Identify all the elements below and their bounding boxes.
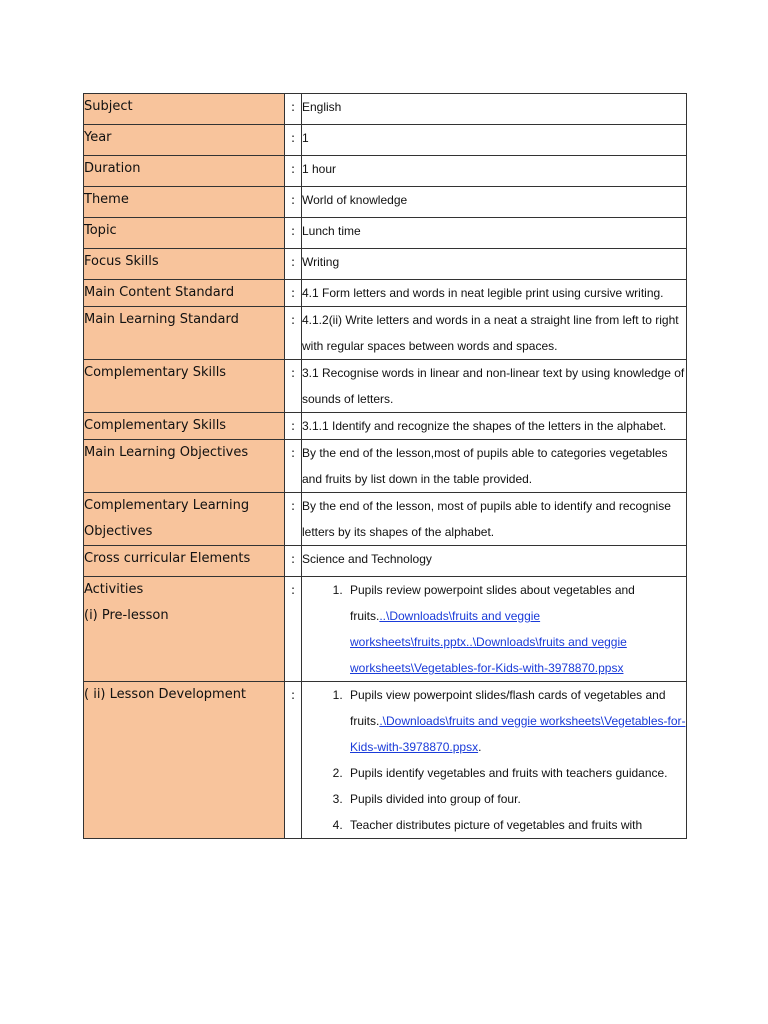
row-value: English	[302, 94, 687, 125]
row-value: Lunch time	[302, 218, 687, 249]
row-colon: :	[285, 440, 302, 493]
lesson-development-value-cell	[302, 682, 687, 839]
row-label: Complementary Skills	[84, 413, 285, 440]
row-main-learning-standard	[84, 307, 687, 360]
row-colon: :	[285, 493, 302, 546]
lesson-plan-table	[83, 93, 687, 839]
list-item-text: Pupils view powerpoint slides/flash cards of vegetables and fruits.	[350, 688, 666, 728]
row-colon: :	[285, 307, 302, 360]
row-value: By the end of the lesson,most of pupils able to categories vegetables and fruits by list down in the table provided.	[302, 440, 687, 493]
row-colon: :	[285, 577, 302, 682]
row-label: Main Learning Objectives	[84, 440, 285, 493]
row-value: 4.1 Form letters and words in neat legible print using cursive writing.	[302, 280, 687, 307]
list-item	[346, 760, 686, 786]
row-complementary-skills-2	[84, 413, 687, 440]
pre-lesson-label: (i) Pre-lesson	[84, 608, 169, 623]
row-label: Year	[84, 125, 285, 156]
row-focus-skills	[84, 249, 687, 280]
row-value: 4.1.2(ii) Write letters and words in a neat a straight line from left to right with regular spaces between words and spaces.	[302, 307, 687, 360]
list-item	[346, 682, 686, 760]
row-colon: :	[285, 360, 302, 413]
row-label: Main Content Standard	[84, 280, 285, 307]
list-item	[346, 812, 686, 838]
row-colon: :	[285, 249, 302, 280]
list-item-text: Pupils identify vegetables and fruits with teachers guidance.	[350, 766, 668, 780]
row-value: Science and Technology	[302, 546, 687, 577]
row-complementary-learning-objectives	[84, 493, 687, 546]
row-colon: :	[285, 413, 302, 440]
lesson-development-list	[302, 682, 686, 838]
row-colon: :	[285, 546, 302, 577]
row-year	[84, 125, 687, 156]
list-item-text: Pupils divided into group of four.	[350, 792, 521, 806]
row-label: Subject	[84, 94, 285, 125]
row-label: Duration	[84, 156, 285, 187]
row-value: 1	[302, 125, 687, 156]
row-subject	[84, 94, 687, 125]
row-label: Theme	[84, 187, 285, 218]
row-lesson-development	[84, 682, 687, 839]
row-activities	[84, 577, 687, 682]
row-value: 1 hour	[302, 156, 687, 187]
activities-label-cell	[84, 577, 285, 682]
list-item-after: .	[478, 740, 482, 754]
row-value: 3.1.1 Identify and recognize the shapes of the letters in the alphabet.	[302, 413, 687, 440]
activities-value-cell	[302, 577, 687, 682]
row-label: Complementary Learning Objectives	[84, 493, 285, 546]
file-link[interactable]: ..\Downloads\fruits and veggie worksheets\fruits.pptx..\Downloads\fruits and veggie worksheets\Vegetables-for-Kids-with-3978870.ppsx	[350, 609, 627, 675]
row-colon: :	[285, 94, 302, 125]
row-label: Focus Skills	[84, 249, 285, 280]
file-link[interactable]: .\Downloads\fruits and veggie worksheets\Vegetables-for-Kids-with-3978870.ppsx	[350, 714, 686, 754]
row-value: Writing	[302, 249, 687, 280]
row-colon: :	[285, 218, 302, 249]
list-item	[346, 577, 686, 681]
list-item-text: Pupils review powerpoint slides about vegetables and fruits.	[350, 583, 635, 623]
activities-label: Activities	[84, 582, 144, 597]
row-complementary-skills-1	[84, 360, 687, 413]
row-value: 3.1 Recognise words in linear and non-linear text by using knowledge of sounds of letters.	[302, 360, 687, 413]
row-value: World of knowledge	[302, 187, 687, 218]
row-duration	[84, 156, 687, 187]
row-label: Cross curricular Elements	[84, 546, 285, 577]
row-theme	[84, 187, 687, 218]
row-label: Complementary Skills	[84, 360, 285, 413]
row-colon: :	[285, 125, 302, 156]
row-label: Main Learning Standard	[84, 307, 285, 360]
row-topic	[84, 218, 687, 249]
row-colon: :	[285, 280, 302, 307]
pre-lesson-list	[302, 577, 686, 681]
row-colon: :	[285, 682, 302, 839]
row-main-learning-objectives	[84, 440, 687, 493]
row-colon: :	[285, 187, 302, 218]
row-value: By the end of the lesson, most of pupils able to identify and recognise letters by its shapes of the alphabet.	[302, 493, 687, 546]
row-colon: :	[285, 156, 302, 187]
list-item	[346, 786, 686, 812]
row-label: Topic	[84, 218, 285, 249]
row-main-content-standard	[84, 280, 687, 307]
lesson-development-label: ( ii) Lesson Development	[84, 682, 285, 839]
list-item-text: Teacher distributes picture of vegetables and fruits with	[350, 818, 643, 832]
row-cross-curricular-elements	[84, 546, 687, 577]
